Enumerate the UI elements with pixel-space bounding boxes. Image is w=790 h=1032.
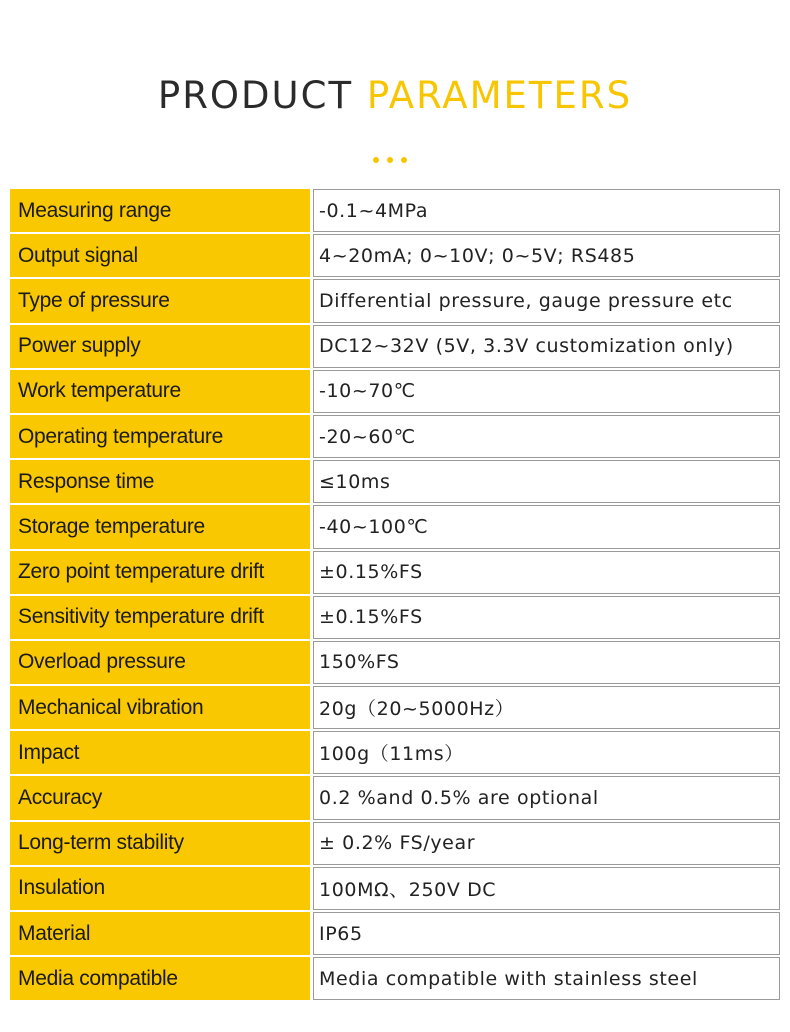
table-row — [10, 550, 780, 595]
table-row — [10, 821, 780, 866]
table-row — [10, 278, 780, 323]
parameter-label: Overload pressure — [10, 641, 310, 684]
parameter-label: Insulation — [10, 867, 310, 910]
table-row — [10, 595, 780, 640]
dot-icon — [373, 157, 379, 163]
parameter-value: ±0.15%FS — [313, 596, 780, 639]
parameter-value: 100g（11ms） — [313, 731, 780, 774]
table-row — [10, 956, 780, 1001]
parameter-value: ± 0.2% FS/year — [313, 822, 780, 865]
table-row — [10, 866, 780, 911]
parameter-value: Differential pressure, gauge pressure etc — [313, 279, 780, 322]
parameter-label: Sensitivity temperature drift — [10, 596, 310, 639]
parameter-label: Mechanical vibration — [10, 686, 310, 729]
parameter-label: Work temperature — [10, 370, 310, 413]
dot-icon — [387, 157, 393, 163]
table-row — [10, 775, 780, 820]
page-title — [0, 74, 790, 117]
table-row — [10, 640, 780, 685]
parameter-label: Zero point temperature drift — [10, 551, 310, 594]
parameter-value: -0.1~4MPa — [313, 189, 780, 232]
parameter-value: -20~60℃ — [313, 415, 780, 458]
parameter-label: Power supply — [10, 325, 310, 368]
table-row — [10, 324, 780, 369]
parameter-value: 150%FS — [313, 641, 780, 684]
parameter-value: -40~100℃ — [313, 505, 780, 548]
parameter-label: Long-term stability — [10, 822, 310, 865]
parameter-label: Media compatible — [10, 957, 310, 1000]
table-row — [10, 504, 780, 549]
dot-icon — [401, 157, 407, 163]
parameter-label: Material — [10, 912, 310, 955]
parameter-value: 0.2 %and 0.5% are optional — [313, 776, 780, 819]
table-row — [10, 233, 780, 278]
parameter-value: DC12~32V (5V, 3.3V customization only) — [313, 325, 780, 368]
parameters-table — [10, 188, 780, 1001]
parameter-label: Accuracy — [10, 776, 310, 819]
table-row — [10, 459, 780, 504]
table-row — [10, 369, 780, 414]
table-row — [10, 685, 780, 730]
table-row — [10, 414, 780, 459]
table-row — [10, 730, 780, 775]
parameter-value: IP65 — [313, 912, 780, 955]
parameter-value: 20g（20~5000Hz） — [313, 686, 780, 729]
table-row — [10, 188, 780, 233]
parameter-label: Storage temperature — [10, 505, 310, 548]
title-part-parameters: PARAMETERS — [366, 74, 633, 117]
parameter-label: Operating temperature — [10, 415, 310, 458]
parameter-value: Media compatible with stainless steel — [313, 957, 780, 1000]
parameter-label: Measuring range — [10, 189, 310, 232]
parameter-value: 100MΩ、250V DC — [313, 867, 780, 910]
parameter-value: ≤10ms — [313, 460, 780, 503]
parameter-value: 4~20mA; 0~10V; 0~5V; RS485 — [313, 234, 780, 277]
parameter-value: -10~70℃ — [313, 370, 780, 413]
parameter-label: Impact — [10, 731, 310, 774]
decorative-dots — [373, 157, 407, 163]
title-part-product: PRODUCT — [157, 74, 354, 117]
table-row — [10, 911, 780, 956]
parameter-label: Type of pressure — [10, 279, 310, 322]
parameter-label: Response time — [10, 460, 310, 503]
parameter-value: ±0.15%FS — [313, 551, 780, 594]
parameter-label: Output signal — [10, 234, 310, 277]
